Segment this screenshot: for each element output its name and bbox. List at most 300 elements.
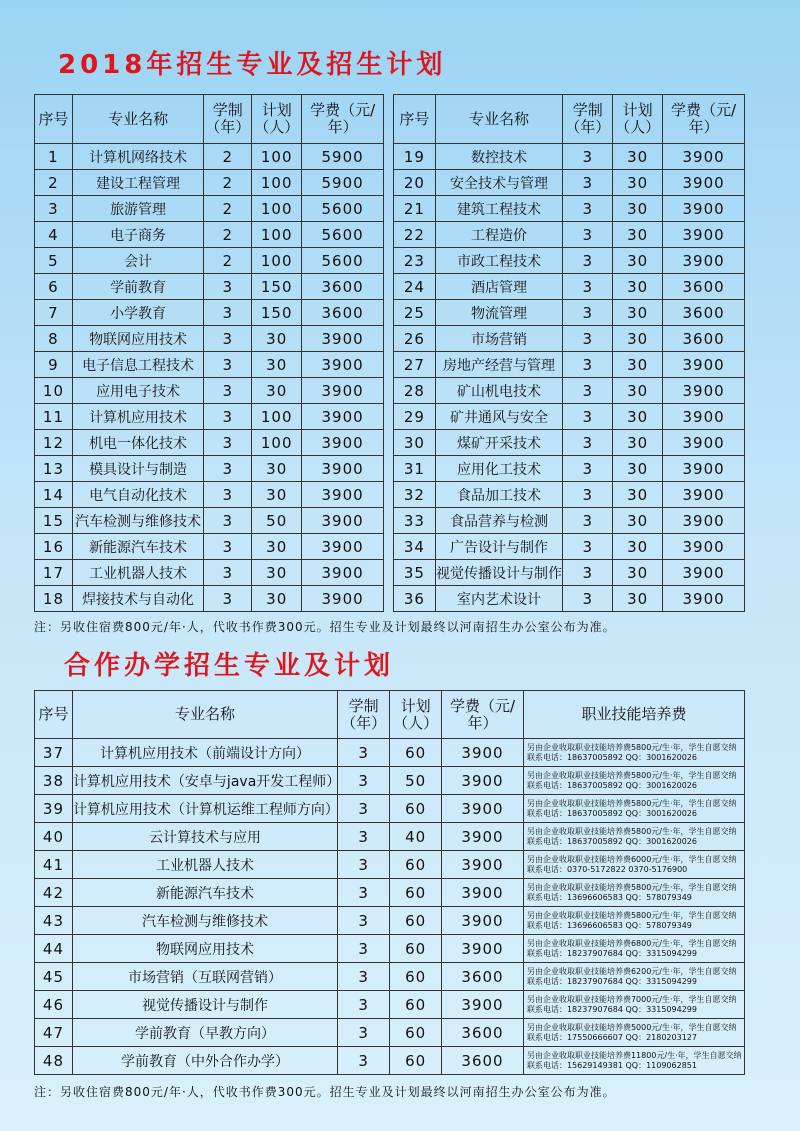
tuition-cell: 3900 (442, 795, 524, 823)
tuition-cell: 3900 (663, 508, 745, 534)
major-name: 酒店管理 (435, 274, 562, 300)
plan-cell: 30 (613, 482, 663, 508)
row-number: 23 (394, 248, 436, 274)
enrollment-table-left (34, 94, 384, 612)
skill-fee-cell (523, 823, 744, 851)
years-cell: 3 (563, 170, 613, 196)
major-name: 计算机应用技术（安卓与java开发工程师） (72, 767, 337, 795)
tuition-cell: 3600 (442, 1019, 524, 1047)
table-row (35, 196, 384, 222)
major-name: 数控技术 (435, 144, 562, 170)
table-row (35, 222, 384, 248)
table-row (394, 534, 745, 560)
tuition-cell: 3900 (663, 456, 745, 482)
header-name: 专业名称 (72, 691, 337, 739)
tuition-cell: 3900 (302, 560, 384, 586)
cooperation-table (34, 690, 745, 1075)
years-cell: 2 (204, 196, 252, 222)
major-name: 应用电子技术 (72, 378, 203, 404)
plan-cell: 30 (613, 274, 663, 300)
tuition-cell: 3900 (302, 352, 384, 378)
row-number: 35 (394, 560, 436, 586)
table-body (35, 739, 745, 1075)
skill-fee-text: 另由企业收取职业技能培养费6800元/生·年，学生自愿交纳 (526, 938, 737, 948)
plan-cell: 150 (252, 274, 302, 300)
major-name: 物联网应用技术 (72, 935, 337, 963)
tuition-cell: 3900 (442, 907, 524, 935)
tuition-cell: 3900 (442, 767, 524, 795)
row-number: 27 (394, 352, 436, 378)
table-row (35, 144, 384, 170)
table-row (35, 795, 745, 823)
row-number: 15 (35, 508, 73, 534)
footnote: 注：另收住宿费800元/年·人，代收书作费300元。招生专业及计划最终以河南招生办公室公布为准。 (34, 1085, 616, 1099)
skill-fee-cell (523, 739, 744, 767)
table-row (35, 534, 384, 560)
major-name: 旅游管理 (72, 196, 203, 222)
tuition-cell: 5600 (302, 222, 384, 248)
table-row (394, 222, 745, 248)
row-number: 36 (394, 586, 436, 612)
skill-fee-text: 另由企业收取职业技能培养费11800元/生·年，学生自愿交纳 (526, 1050, 742, 1060)
years-cell: 3 (204, 482, 252, 508)
contact-text: 联系电话：18637005892 QQ：3001620026 (526, 808, 697, 818)
major-name: 广告设计与制作 (435, 534, 562, 560)
table-row (35, 963, 745, 991)
major-name: 汽车检测与维修技术 (72, 508, 203, 534)
major-name: 安全技术与管理 (435, 170, 562, 196)
major-name: 云计算技术与应用 (72, 823, 337, 851)
years-cell: 3 (204, 404, 252, 430)
row-number: 37 (35, 739, 73, 767)
table-row (394, 352, 745, 378)
table-row (35, 248, 384, 274)
major-name: 建设工程管理 (72, 170, 203, 196)
skill-fee-cell (523, 1019, 744, 1047)
plan-cell: 30 (613, 196, 663, 222)
plan-cell: 40 (390, 823, 442, 851)
plan-cell: 30 (613, 300, 663, 326)
table-row (394, 482, 745, 508)
tuition-cell: 3900 (663, 560, 745, 586)
row-number: 40 (35, 823, 73, 851)
years-cell: 3 (338, 935, 390, 963)
skill-fee-cell (523, 795, 744, 823)
row-number: 13 (35, 456, 73, 482)
plan-cell: 30 (252, 534, 302, 560)
skill-fee-cell (523, 935, 744, 963)
table-row (35, 1047, 745, 1075)
table-row (35, 170, 384, 196)
enrollment-table-right (393, 94, 745, 612)
row-number: 2 (35, 170, 73, 196)
plan-cell: 30 (613, 326, 663, 352)
plan-cell: 60 (390, 739, 442, 767)
plan-cell: 30 (613, 430, 663, 456)
major-name: 工业机器人技术 (72, 851, 337, 879)
tuition-cell: 3900 (663, 378, 745, 404)
table-row (394, 326, 745, 352)
row-number: 7 (35, 300, 73, 326)
table-row (35, 935, 745, 963)
plan-cell: 60 (390, 963, 442, 991)
plan-cell: 30 (613, 144, 663, 170)
plan-cell: 60 (390, 991, 442, 1019)
contact-text: 联系电话：13696606583 QQ：578079349 (526, 920, 692, 930)
plan-cell: 60 (390, 935, 442, 963)
skill-fee-text: 另由企业收取职业技能培养费5800元/生·年，学生自愿交纳 (526, 742, 737, 752)
row-number: 29 (394, 404, 436, 430)
years-cell: 2 (204, 144, 252, 170)
row-number: 21 (394, 196, 436, 222)
table-row (35, 767, 745, 795)
header-years: 学制（年） (563, 95, 613, 144)
years-cell: 3 (563, 378, 613, 404)
major-name: 市场营销 (435, 326, 562, 352)
major-name: 物流管理 (435, 300, 562, 326)
years-cell: 3 (563, 586, 613, 612)
header-years: 学制（年） (204, 95, 252, 144)
contact-text: 联系电话：18237907684 QQ：3315094299 (526, 1004, 697, 1014)
row-number: 6 (35, 274, 73, 300)
skill-fee-cell (523, 991, 744, 1019)
years-cell: 3 (563, 404, 613, 430)
plan-cell: 30 (613, 534, 663, 560)
header-plan: 计划（人） (613, 95, 663, 144)
table-row (394, 144, 745, 170)
row-number: 19 (394, 144, 436, 170)
table-row (35, 378, 384, 404)
years-cell: 2 (204, 222, 252, 248)
years-cell: 3 (563, 534, 613, 560)
tuition-cell: 3900 (442, 879, 524, 907)
plan-cell: 100 (252, 196, 302, 222)
plan-cell: 30 (613, 352, 663, 378)
table-row (394, 196, 745, 222)
plan-cell: 30 (252, 586, 302, 612)
row-number: 4 (35, 222, 73, 248)
years-cell: 2 (204, 248, 252, 274)
major-name: 物联网应用技术 (72, 326, 203, 352)
table-row (35, 823, 745, 851)
plan-cell: 30 (252, 352, 302, 378)
major-name: 矿山机电技术 (435, 378, 562, 404)
years-cell: 3 (563, 326, 613, 352)
years-cell: 3 (338, 739, 390, 767)
plan-cell: 100 (252, 222, 302, 248)
plan-cell: 30 (252, 560, 302, 586)
table-row (35, 586, 384, 612)
major-name: 应用化工技术 (435, 456, 562, 482)
years-cell: 3 (204, 586, 252, 612)
table-row (35, 326, 384, 352)
plan-cell: 30 (613, 508, 663, 534)
years-cell: 3 (204, 560, 252, 586)
tuition-cell: 3600 (663, 300, 745, 326)
tuition-cell: 3900 (663, 586, 745, 612)
plan-cell: 60 (390, 907, 442, 935)
row-number: 26 (394, 326, 436, 352)
years-cell: 3 (204, 430, 252, 456)
tuition-cell: 3900 (302, 456, 384, 482)
tuition-cell: 3900 (442, 739, 524, 767)
row-number: 12 (35, 430, 73, 456)
tuition-cell: 3900 (302, 378, 384, 404)
major-name: 学前教育（早教方向） (72, 1019, 337, 1047)
table-row (35, 907, 745, 935)
tuition-cell: 3900 (302, 586, 384, 612)
table-row (35, 991, 745, 1019)
table-row (35, 739, 745, 767)
contact-text: 联系电话：18237907684 QQ：3315094299 (526, 948, 697, 958)
major-name: 焊接技术与自动化 (72, 586, 203, 612)
years-cell: 3 (563, 560, 613, 586)
table-row (394, 430, 745, 456)
major-name: 学前教育（中外合作办学） (72, 1047, 337, 1075)
years-cell: 3 (338, 795, 390, 823)
plan-cell: 60 (390, 851, 442, 879)
skill-fee-cell (523, 767, 744, 795)
table-row (35, 1019, 745, 1047)
years-cell: 3 (338, 963, 390, 991)
row-number: 41 (35, 851, 73, 879)
major-name: 矿井通风与安全 (435, 404, 562, 430)
major-name: 电子信息工程技术 (72, 352, 203, 378)
plan-cell: 60 (390, 795, 442, 823)
contact-text: 联系电话：18637005892 QQ：3001620026 (526, 836, 697, 846)
plan-cell: 30 (613, 222, 663, 248)
table-row (394, 170, 745, 196)
plan-cell: 100 (252, 248, 302, 274)
major-name: 房地产经营与管理 (435, 352, 562, 378)
years-cell: 3 (204, 534, 252, 560)
row-number: 48 (35, 1047, 73, 1075)
skill-fee-text: 另由企业收取职业技能培养费6000元/生·年，学生自愿交纳 (526, 854, 737, 864)
major-name: 会计 (72, 248, 203, 274)
table-row (394, 248, 745, 274)
table-row (394, 456, 745, 482)
table-row (35, 482, 384, 508)
plan-cell: 30 (613, 560, 663, 586)
plan-cell: 30 (613, 404, 663, 430)
major-name: 室内艺术设计 (435, 586, 562, 612)
header-name: 专业名称 (72, 95, 203, 144)
header-no: 序号 (35, 691, 73, 739)
years-cell: 3 (204, 508, 252, 534)
skill-fee-text: 另由企业收取职业技能培养费5800元/生·年，学生自愿交纳 (526, 826, 737, 836)
row-number: 16 (35, 534, 73, 560)
tuition-cell: 3900 (663, 482, 745, 508)
major-name: 新能源汽车技术 (72, 879, 337, 907)
header-fee: 学费（元/年） (302, 95, 384, 144)
years-cell: 3 (563, 456, 613, 482)
table-row (394, 586, 745, 612)
table-row (394, 560, 745, 586)
years-cell: 3 (563, 144, 613, 170)
row-number: 22 (394, 222, 436, 248)
contact-text: 联系电话：13696606583 QQ：578079349 (526, 892, 692, 902)
tuition-cell: 5600 (302, 196, 384, 222)
page-title: 2018年招生专业及招生计划 (58, 50, 447, 80)
years-cell: 3 (563, 508, 613, 534)
major-name: 视觉传播设计与制作 (72, 991, 337, 1019)
major-name: 市场营销（互联网营销） (72, 963, 337, 991)
years-cell: 3 (563, 196, 613, 222)
years-cell: 3 (563, 248, 613, 274)
row-number: 38 (35, 767, 73, 795)
tuition-cell: 3900 (663, 430, 745, 456)
row-number: 25 (394, 300, 436, 326)
header-fee: 学费（元/年） (442, 691, 524, 739)
table-row (35, 851, 745, 879)
years-cell: 3 (563, 430, 613, 456)
header-years: 学制（年） (338, 691, 390, 739)
contact-text: 联系电话：18237907684 QQ：3315094299 (526, 976, 697, 986)
plan-cell: 150 (252, 300, 302, 326)
years-cell: 3 (204, 274, 252, 300)
plan-cell: 50 (252, 508, 302, 534)
years-cell: 3 (338, 991, 390, 1019)
header-no: 序号 (35, 95, 73, 144)
years-cell: 3 (204, 326, 252, 352)
major-name: 学前教育 (72, 274, 203, 300)
plan-cell: 30 (613, 456, 663, 482)
tuition-cell: 3900 (302, 430, 384, 456)
row-number: 44 (35, 935, 73, 963)
plan-cell: 50 (390, 767, 442, 795)
skill-fee-text: 另由企业收取职业技能培养费7000元/生·年，学生自愿交纳 (526, 994, 737, 1004)
plan-cell: 100 (252, 144, 302, 170)
row-number: 1 (35, 144, 73, 170)
tuition-cell: 3600 (442, 963, 524, 991)
contact-text: 联系电话：18637005892 QQ：3001620026 (526, 752, 697, 762)
major-name: 计算机应用技术 (72, 404, 203, 430)
major-name: 工程造价 (435, 222, 562, 248)
major-name: 视觉传播设计与制作 (435, 560, 562, 586)
row-number: 30 (394, 430, 436, 456)
years-cell: 3 (204, 456, 252, 482)
row-number: 20 (394, 170, 436, 196)
row-number: 43 (35, 907, 73, 935)
table-row (394, 508, 745, 534)
years-cell: 3 (338, 879, 390, 907)
contact-text: 联系电话：18637005892 QQ：3001620026 (526, 780, 697, 790)
tuition-cell: 3900 (442, 823, 524, 851)
tuition-cell: 5900 (302, 170, 384, 196)
skill-fee-text: 另由企业收取职业技能培养费5800元/生·年，学生自愿交纳 (526, 798, 737, 808)
major-name: 食品营养与检测 (435, 508, 562, 534)
table-row (394, 404, 745, 430)
plan-cell: 30 (252, 482, 302, 508)
major-name: 电子商务 (72, 222, 203, 248)
years-cell: 3 (338, 767, 390, 795)
tuition-cell: 3600 (302, 274, 384, 300)
major-name: 小学教育 (72, 300, 203, 326)
row-number: 11 (35, 404, 73, 430)
years-cell: 3 (563, 274, 613, 300)
years-cell: 3 (338, 1047, 390, 1075)
years-cell: 3 (204, 352, 252, 378)
table-row (35, 508, 384, 534)
table-row (394, 378, 745, 404)
years-cell: 3 (338, 1019, 390, 1047)
years-cell: 3 (563, 222, 613, 248)
years-cell: 3 (338, 851, 390, 879)
plan-cell: 60 (390, 879, 442, 907)
table-row (35, 430, 384, 456)
major-name: 市政工程技术 (435, 248, 562, 274)
header-plan: 计划（人） (252, 95, 302, 144)
plan-cell: 100 (252, 170, 302, 196)
major-name: 食品加工技术 (435, 482, 562, 508)
tuition-cell: 3900 (663, 352, 745, 378)
tuition-cell: 3900 (663, 170, 745, 196)
major-name: 电气自动化技术 (72, 482, 203, 508)
plan-cell: 100 (252, 430, 302, 456)
years-cell: 3 (338, 823, 390, 851)
table-row (394, 300, 745, 326)
tuition-cell: 3900 (663, 248, 745, 274)
row-number: 33 (394, 508, 436, 534)
tuition-cell: 3600 (442, 1047, 524, 1075)
major-name: 模具设计与制造 (72, 456, 203, 482)
table-row (35, 456, 384, 482)
major-name: 计算机应用技术（计算机运维工程师方向） (72, 795, 337, 823)
skill-fee-cell (523, 851, 744, 879)
row-number: 46 (35, 991, 73, 1019)
skill-fee-text: 另由企业收取职业技能培养费5800元/生·年，学生自愿交纳 (526, 770, 737, 780)
plan-cell: 30 (613, 248, 663, 274)
tuition-cell: 3900 (442, 935, 524, 963)
row-number: 24 (394, 274, 436, 300)
row-number: 31 (394, 456, 436, 482)
header-no: 序号 (394, 95, 436, 144)
plan-cell: 30 (252, 326, 302, 352)
plan-cell: 100 (252, 404, 302, 430)
tuition-cell: 3900 (302, 404, 384, 430)
years-cell: 3 (338, 907, 390, 935)
skill-fee-text: 另由企业收取职业技能培养费6200元/生·年，学生自愿交纳 (526, 966, 737, 976)
row-number: 14 (35, 482, 73, 508)
row-number: 5 (35, 248, 73, 274)
major-name: 建筑工程技术 (435, 196, 562, 222)
section-title: 合作办学招生专业及计划 (64, 651, 395, 681)
header-name: 专业名称 (435, 95, 562, 144)
table-row (35, 300, 384, 326)
tuition-cell: 3900 (663, 144, 745, 170)
years-cell: 3 (563, 300, 613, 326)
table-row (35, 879, 745, 907)
tuition-cell: 3600 (663, 274, 745, 300)
row-number: 17 (35, 560, 73, 586)
table-row (35, 352, 384, 378)
header-skill-fee: 职业技能培养费 (523, 691, 744, 739)
plan-cell: 60 (390, 1019, 442, 1047)
row-number: 32 (394, 482, 436, 508)
tuition-cell: 3900 (442, 851, 524, 879)
plan-cell: 60 (390, 1047, 442, 1075)
major-name: 计算机应用技术（前端设计方向） (72, 739, 337, 767)
tuition-cell: 5900 (302, 144, 384, 170)
row-number: 10 (35, 378, 73, 404)
years-cell: 3 (563, 482, 613, 508)
table-row (35, 274, 384, 300)
row-number: 42 (35, 879, 73, 907)
contact-text: 联系电话：17550666607 QQ：2180203127 (526, 1032, 697, 1042)
plan-cell: 30 (613, 170, 663, 196)
row-number: 34 (394, 534, 436, 560)
tuition-cell: 3900 (302, 534, 384, 560)
